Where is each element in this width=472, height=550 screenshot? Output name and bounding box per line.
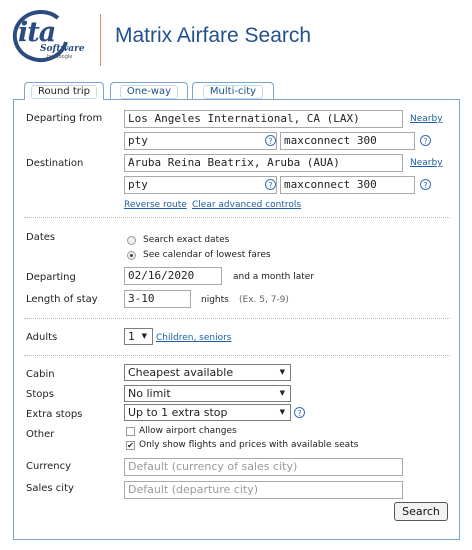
allow-airport-changes-checkbox[interactable] xyxy=(126,427,135,436)
sales-city-label: Sales city xyxy=(26,483,74,494)
destination-routing-input[interactable]: pty xyxy=(124,176,277,194)
only-available-seats-checkbox[interactable] xyxy=(126,441,135,450)
see-calendar-label: See calendar of lowest fares xyxy=(143,250,271,260)
currency-input[interactable]: Default (currency of sales city) xyxy=(124,458,403,476)
tab-one-way-label: One-way xyxy=(120,85,178,99)
length-of-stay-input[interactable]: 3-10 xyxy=(124,290,191,308)
stops-dropdown-arrow-icon: ▼ xyxy=(279,389,285,397)
destination-label: Destination xyxy=(26,158,84,169)
departing-date-suffix: and a month later xyxy=(233,272,315,282)
children-seniors-link[interactable]: Children, seniors xyxy=(156,333,232,343)
logo-bygoogle-text: by Google xyxy=(47,54,73,60)
check-mark-icon: ✔ xyxy=(127,441,134,450)
destination-routing-help-icon[interactable]: ? xyxy=(265,179,276,190)
adults-dropdown-arrow-icon: ▼ xyxy=(141,332,147,340)
adults-select[interactable] xyxy=(124,328,153,345)
destination-nearby-link[interactable]: Nearby xyxy=(410,158,443,168)
stops-value: No limit xyxy=(128,387,171,400)
tab-one-way[interactable] xyxy=(110,82,188,99)
logo-text: ita xyxy=(18,17,56,48)
length-of-stay-hint: (Ex. 5, 7-9) xyxy=(239,295,289,305)
destination-extension-input[interactable]: maxconnect 300 xyxy=(280,176,415,194)
cabin-label: Cabin xyxy=(26,369,55,380)
destination-input[interactable]: Aruba Reina Beatrix, Aruba (AUA) xyxy=(124,154,403,172)
sales-city-input[interactable]: Default (departure city) xyxy=(124,481,403,499)
page-title: Matrix Airfare Search xyxy=(115,24,312,47)
other-label: Other xyxy=(26,429,55,440)
stops-select[interactable] xyxy=(124,385,291,402)
dates-label: Dates xyxy=(26,232,56,243)
departing-from-label: Departing from xyxy=(26,113,103,124)
see-calendar-radio[interactable] xyxy=(127,251,136,260)
extra-stops-help-icon[interactable]: ? xyxy=(294,407,305,418)
search-exact-dates-label: Search exact dates xyxy=(143,235,230,245)
header-divider xyxy=(100,14,101,66)
adults-label: Adults xyxy=(26,332,58,343)
section-divider xyxy=(24,217,450,218)
extra-stops-dropdown-arrow-icon: ▼ xyxy=(279,408,285,416)
departing-nearby-link[interactable]: Nearby xyxy=(410,114,443,124)
cabin-select[interactable] xyxy=(124,364,291,381)
departing-routing-help-icon[interactable]: ? xyxy=(265,135,276,146)
search-exact-dates-radio[interactable] xyxy=(127,236,136,245)
length-of-stay-label: Length of stay xyxy=(26,294,98,305)
extra-stops-label: Extra stops xyxy=(26,409,83,420)
departing-date-input[interactable]: 02/16/2020 xyxy=(124,267,222,285)
departing-extension-input[interactable]: maxconnect 300 xyxy=(280,132,415,150)
stops-label: Stops xyxy=(26,389,54,400)
reverse-route-link[interactable]: Reverse route xyxy=(124,200,187,210)
currency-label: Currency xyxy=(26,461,72,472)
destination-extension-help-icon[interactable]: ? xyxy=(420,179,431,190)
extra-stops-value: Up to 1 extra stop xyxy=(128,406,228,419)
tab-multi-city[interactable] xyxy=(192,82,274,99)
tab-round-trip-label: Round trip xyxy=(31,85,97,99)
only-available-seats-label: Only show flights and prices with available seats xyxy=(139,440,359,450)
logo-software-text: Software xyxy=(40,44,85,54)
section-divider xyxy=(24,355,450,356)
adults-value: 1 xyxy=(128,330,135,343)
extra-stops-select[interactable] xyxy=(124,404,291,421)
length-of-stay-unit: nights xyxy=(201,295,229,305)
departing-from-input[interactable]: Los Angeles International, CA (LAX) xyxy=(124,110,403,128)
cabin-dropdown-arrow-icon: ▼ xyxy=(279,368,285,376)
section-divider xyxy=(24,318,450,319)
allow-airport-changes-label: Allow airport changes xyxy=(139,426,237,436)
departing-extension-help-icon[interactable]: ? xyxy=(420,135,431,146)
tab-round-trip[interactable] xyxy=(24,82,104,100)
search-button[interactable]: Search xyxy=(394,502,448,521)
clear-advanced-controls-link[interactable]: Clear advanced controls xyxy=(192,200,302,210)
departing-routing-input[interactable]: pty xyxy=(124,132,277,150)
cabin-value: Cheapest available xyxy=(128,366,234,379)
tab-multi-city-label: Multi-city xyxy=(203,85,263,99)
departing-date-label: Departing xyxy=(26,272,76,283)
